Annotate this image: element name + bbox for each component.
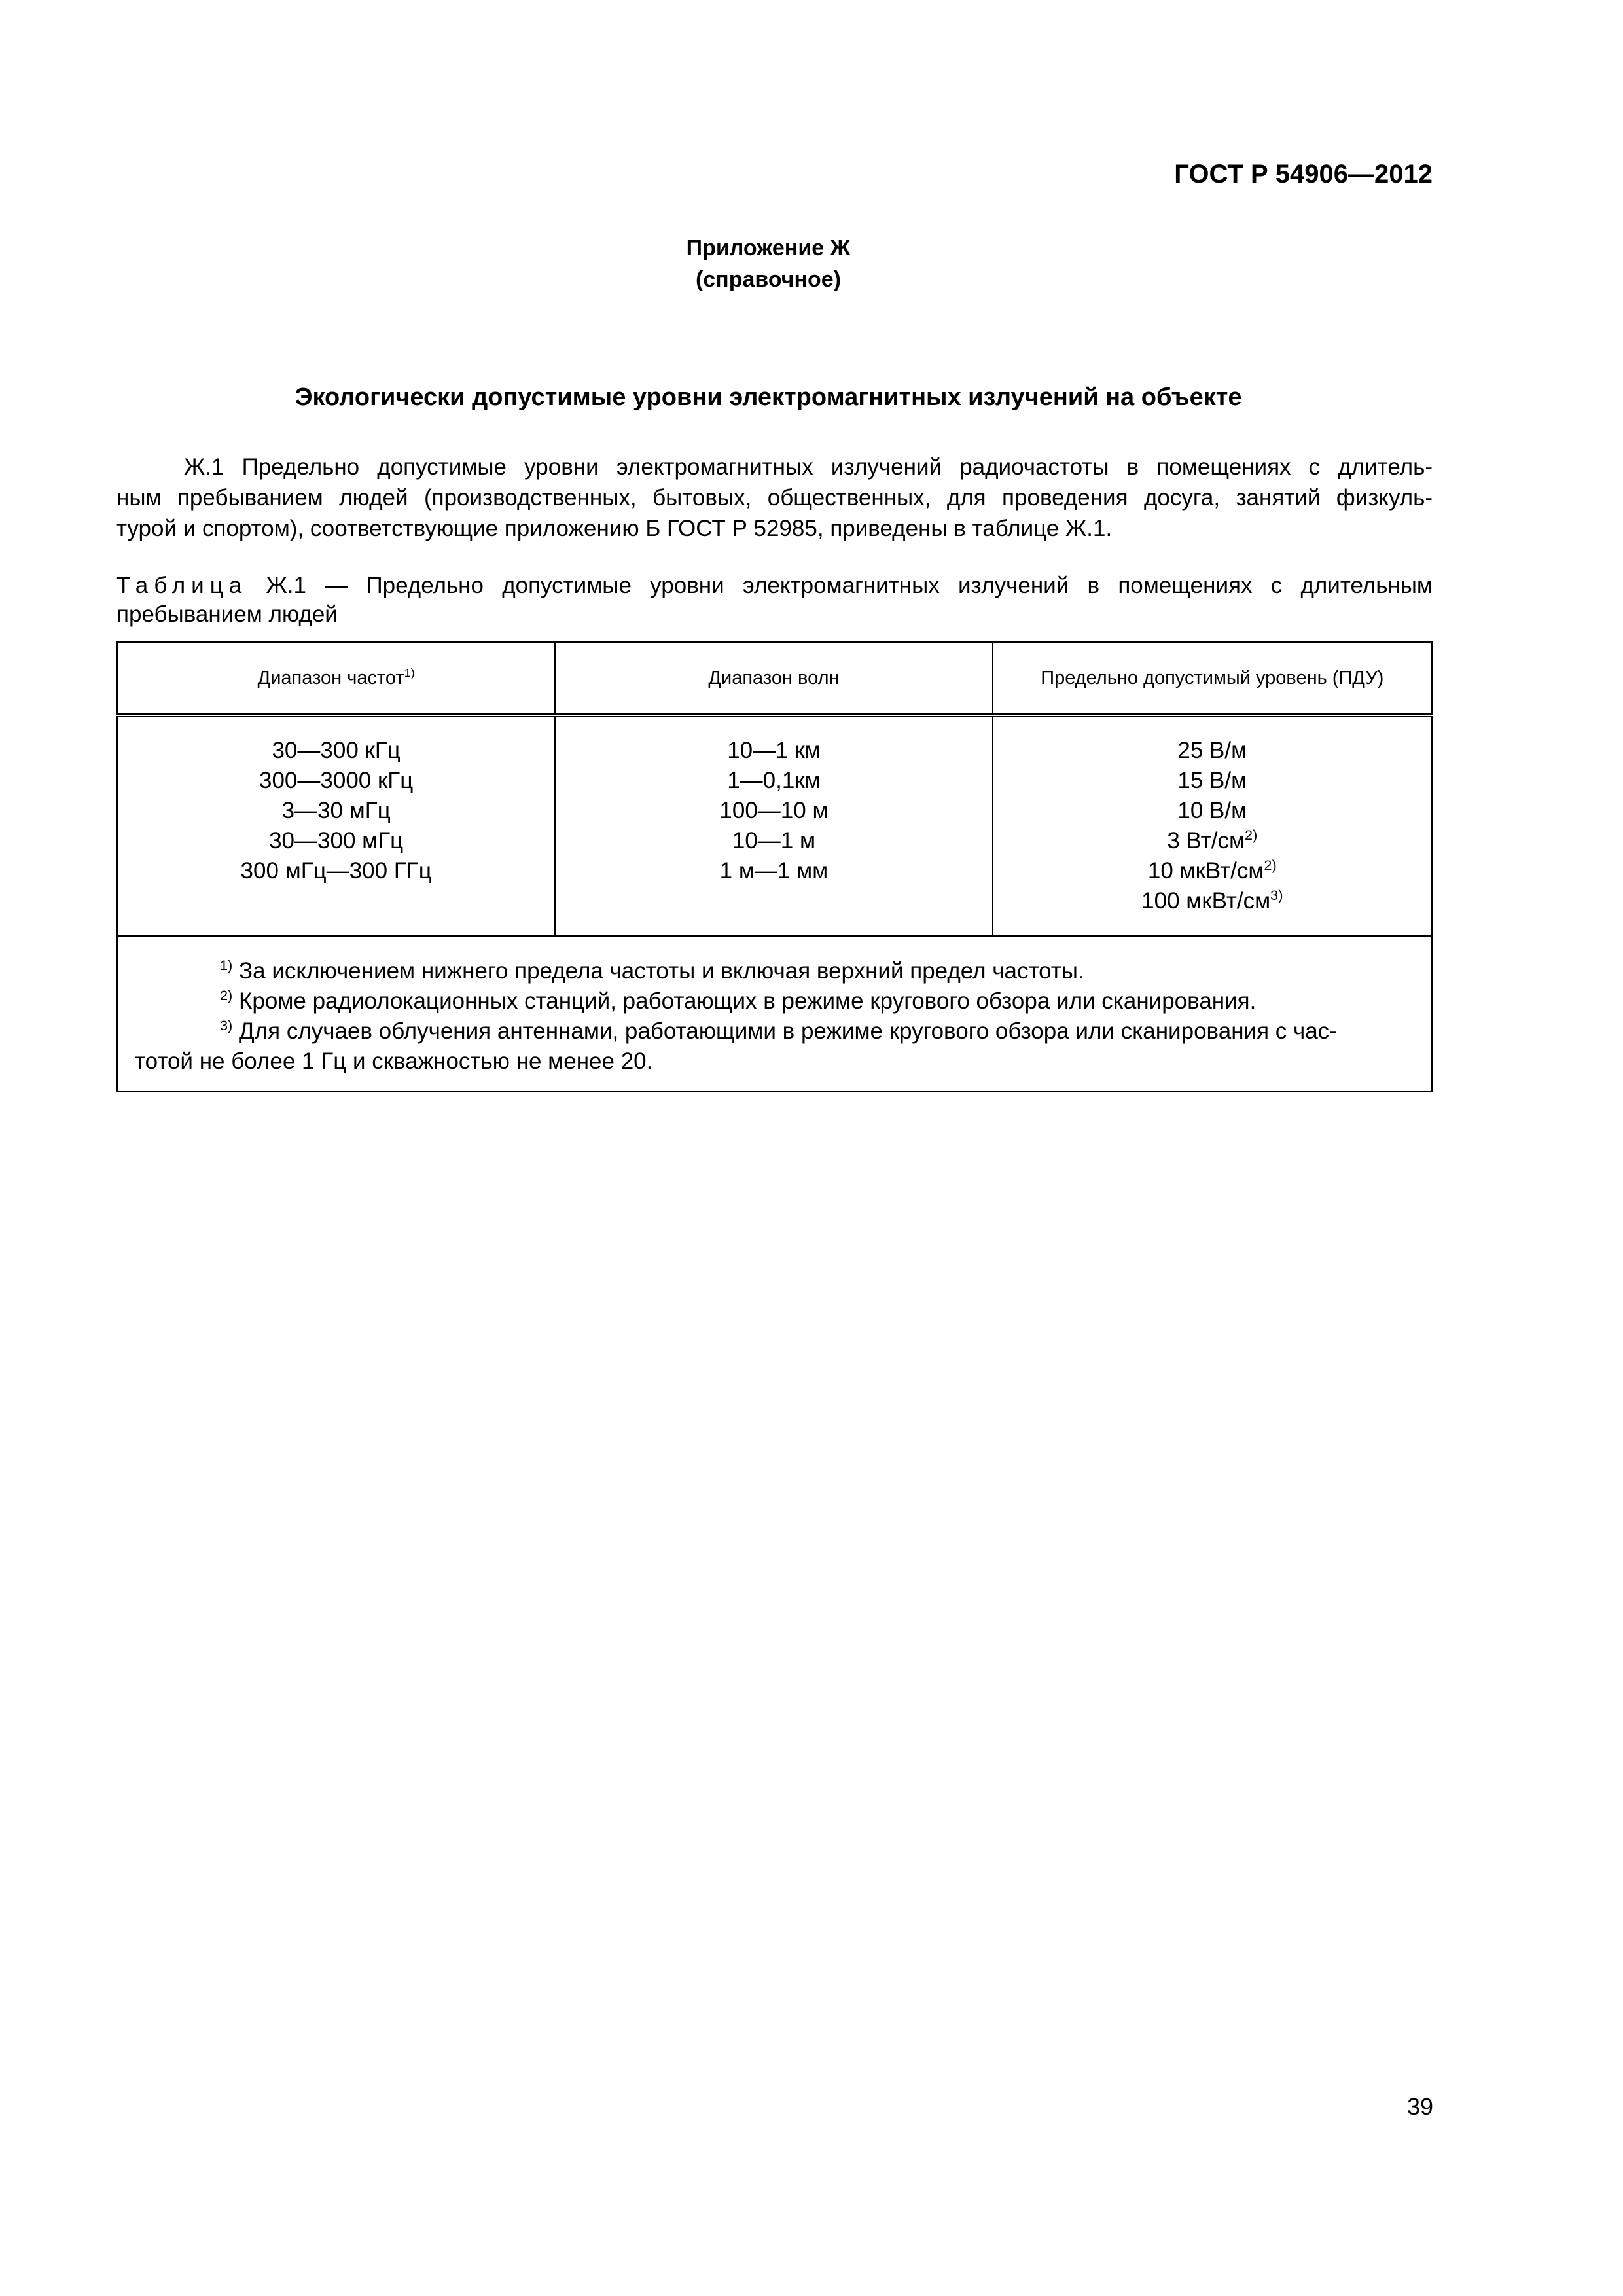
limit-value: 10 мкВт/$см^{2)}$ (1147, 856, 1277, 884)
header-freq: Диапазон частот$^{1)}$ (117, 642, 555, 715)
section-title: Экологически допустимые уровни электромагнитных излучений на объекте (294, 384, 1242, 411)
freq-range: 30—300 мГц (269, 828, 404, 853)
footnote-continuation: тотой не более 1 Гц и скважностью не менее 20. (135, 1049, 653, 1074)
table-caption-text: Ж.1 — Предельно допустимые уровни электромагнитных излучений в помещениях с длительным (247, 573, 1433, 598)
limit-value: 100 мкВт/$см^{3)}$ (1141, 886, 1283, 914)
wave-range: 100—10 м (719, 798, 829, 823)
limit-value: 10 В/м (1177, 798, 1247, 823)
wave-range: 10—1 м (732, 828, 816, 853)
table-notes-row (117, 936, 1432, 1092)
footnote-mark: 2) (220, 986, 233, 1003)
page-number: 39 (1406, 2093, 1433, 2120)
table-caption (116, 571, 1433, 629)
appendix-heading (0, 232, 1537, 295)
footnote-mark: 3) (1270, 886, 1283, 903)
footnote: $^{2)}$ Кроме радиолокационных станций, работающих в режиме кругового обзора или сканирования. (220, 986, 1257, 1014)
wave-ranges-cell (555, 715, 992, 936)
footnote: $^{3)}$ Для случаев облучения антеннами, работающими в режиме кругового обзора или сканирования с час- (220, 1016, 1337, 1044)
appendix-subtitle: (справочное) (695, 267, 842, 292)
header-waves: Диапазон волн (555, 642, 992, 715)
limit-value: 3 $Вт/см^{2)}$ (1167, 826, 1258, 853)
wave-range: 10—1 км (727, 738, 821, 763)
paragraph (116, 452, 1433, 544)
freq-range: 3—30 мГц (281, 798, 391, 823)
limit-value: 25 В/м (1177, 738, 1247, 763)
footnote-mark: 2) (1264, 856, 1277, 873)
paragraph-line: Ж.1 Предельно допустимые уровни электромагнитных излучений радиочастоты в помещениях с длитель- (184, 454, 1433, 480)
freq-ranges-cell (117, 715, 555, 936)
footnote: $^{1)}$ За исключением нижнего предела частоты и включая верхний предел частоты. (220, 956, 1084, 984)
freq-range: 300—3000 кГц (259, 768, 414, 793)
paragraph-line: турой и спортом), соответствующие приложению Б ГОСТ Р 52985, приведены в таблице Ж.1. (116, 516, 1113, 541)
footnote-mark: 3) (220, 1016, 233, 1033)
table-caption-line-2: пребыванием людей (116, 601, 338, 627)
standard-code: ГОСТ Р 54906—2012 (1174, 160, 1433, 188)
paragraph-line: ным пребыванием людей (производственных, бытовых, общественных, для проведения досуга, занятий физкуль- (116, 485, 1433, 511)
footnote-mark: 1) (404, 666, 415, 679)
limits-cell (993, 715, 1432, 936)
appendix-title: Приложение Ж (686, 236, 851, 260)
limits-table (116, 641, 1433, 1092)
freq-range: 300 мГц—300 ГГц (240, 858, 432, 884)
header-limit: Предельно допустимый уровень (ПДУ) (993, 642, 1432, 715)
limit-value: 15 В/м (1177, 768, 1247, 793)
freq-range: 30—300 кГц (272, 738, 401, 763)
wave-range: 1 м—1 мм (719, 858, 829, 884)
table-notes (117, 936, 1432, 1092)
footnote-mark: 2) (1245, 826, 1258, 843)
wave-range: 1—0,1км (727, 768, 821, 793)
table-row (117, 715, 1432, 936)
table-header-row (117, 642, 1432, 715)
table-caption-line (116, 571, 1433, 600)
footnote-mark: 1) (220, 956, 233, 973)
table-caption-label: Таблица (116, 573, 248, 598)
